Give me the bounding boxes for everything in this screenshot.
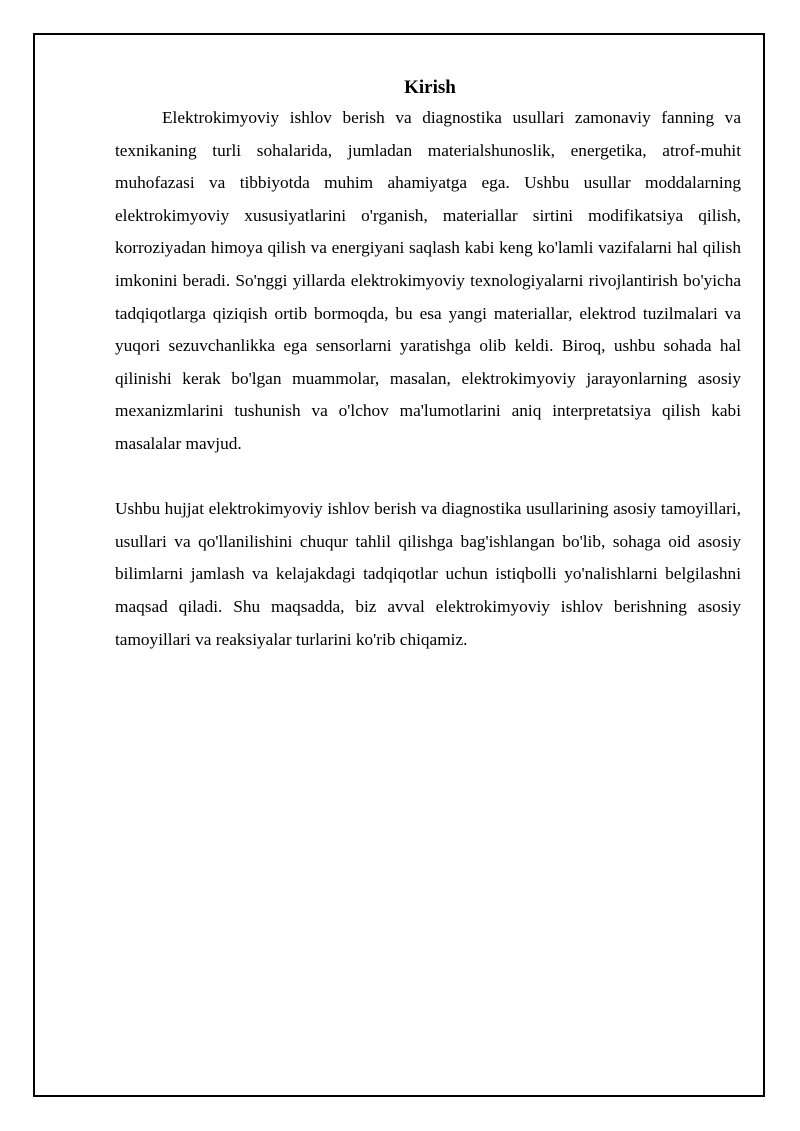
document-body [115,74,741,656]
paragraph-purpose: Ushbu hujjat elektrokimyoviy ishlov berish va diagnostika usullarining asosiy tamoyillari, usullari va qo'llanilishini chuqur tahlil qilishga bag'ishlangan bo'lib, sohaga oid asosiy bilimlarni jamlash va kelajakdagi tadqiqotlar uchun istiqbolli yo'nalishlarni belgilashni maqsad qiladi. Shu maqsadda, biz avval elektrokimyoviy ishlov berishning asosiy tamoyillari va reaksiyalar turlarini ko'rib chiqamiz. [115,499,741,649]
paragraph-spacer [115,461,741,494]
paragraph-intro: Elektrokimyoviy ishlov berish va diagnostika usullari zamonaviy fanning va texnikaning turli sohalarida, jumladan materialshunoslik, energetika, atrof-muhit muhofazasi va tibbiyotda muhim ahamiyatga ega. Ushbu usullar moddalarning elektrokimyoviy xususiyatlarini o'rganish, materiallar sirtini modifikatsiya qilish, korroziyadan himoya qilish va energiyani saqlash kabi keng ko'lamli vazifalarni hal qilish imkonini beradi. So'nggi yillarda elektrokimyoviy texnologiyalarni rivojlantirish bo'yicha tadqiqotlarga qiziqish ortib bormoqda, bu esa yangi materiallar, elektrod tuzilmalari va yuqori sezuvchanlikka ega sensorlarni yaratishga olib keldi. Biroq, ushbu sohada hal qilinishi kerak bo'lgan muammolar, masalan, elektrokimyoviy jarayonlarning asosiy mexanizmlarini tushunish va o'lchov ma'lumotlarini aniq interpretatsiya qilish kabi masalalar mavjud. [115,108,741,453]
document-title: Kirish [404,77,456,98]
